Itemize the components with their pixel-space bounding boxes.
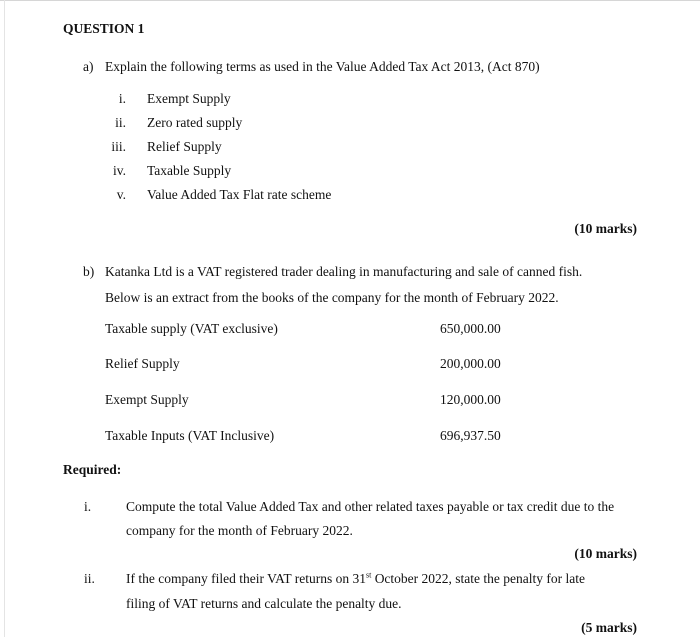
extract-row-label: Exempt Supply [105,392,189,407]
text-run: October 2022, state the penalty for late [371,571,585,586]
page-top-border [0,0,700,1]
part-a-label: a) [83,59,94,74]
question-title: QUESTION 1 [63,21,145,36]
extract-row-value: 200,000.00 [440,356,501,371]
extract-row-value: 696,937.50 [440,428,501,443]
part-b-text-line1: Katanka Ltd is a VAT registered trader dealing in manufacturing and sale of canned fish. [105,264,583,279]
list-item-number: i. [118,91,126,106]
extract-row-value: 120,000.00 [440,392,501,407]
required-item-text-line1: Compute the total Value Added Tax and other related taxes payable or tax credit due to the [126,499,615,514]
required-item-text-line2: filing of VAT returns and calculate the penalty due. [126,596,402,611]
extract-row-value: 650,000.00 [440,321,501,336]
list-item: Exempt Supply [147,91,231,106]
page-left-border [4,0,5,637]
list-item: Value Added Tax Flat rate scheme [147,187,332,202]
list-item-number: v. [116,187,126,202]
list-item-number: ii. [115,115,126,130]
required-item-number: ii. [84,571,95,586]
required-item-marks: (10 marks) [574,546,637,561]
list-item-number: iv. [113,163,126,178]
extract-row-label: Taxable supply (VAT exclusive) [105,321,278,336]
extract-row-label: Taxable Inputs (VAT Inclusive) [105,428,275,443]
list-item: Relief Supply [147,139,222,154]
required-heading: Required: [63,462,122,477]
text-run: If the company filed their VAT returns on 31 [126,571,366,586]
list-item-number: iii. [111,139,126,154]
required-item-marks: (5 marks) [581,620,637,635]
part-b-label: b) [83,264,95,279]
required-item-number: i. [84,499,92,514]
part-b-text-line2: Below is an extract from the books of the company for the month of February 2022. [105,290,559,305]
part-a-marks: (10 marks) [574,221,637,236]
list-item: Taxable Supply [147,163,232,178]
part-a-text: Explain the following terms as used in the Value Added Tax Act 2013, (Act 870) [105,59,540,74]
list-item: Zero rated supply [147,115,243,130]
ordinal-suffix: st [365,570,372,580]
required-item-text-line2: company for the month of February 2022. [126,523,353,538]
extract-row-label: Relief Supply [105,356,180,371]
required-item-text-line1 [126,571,585,587]
